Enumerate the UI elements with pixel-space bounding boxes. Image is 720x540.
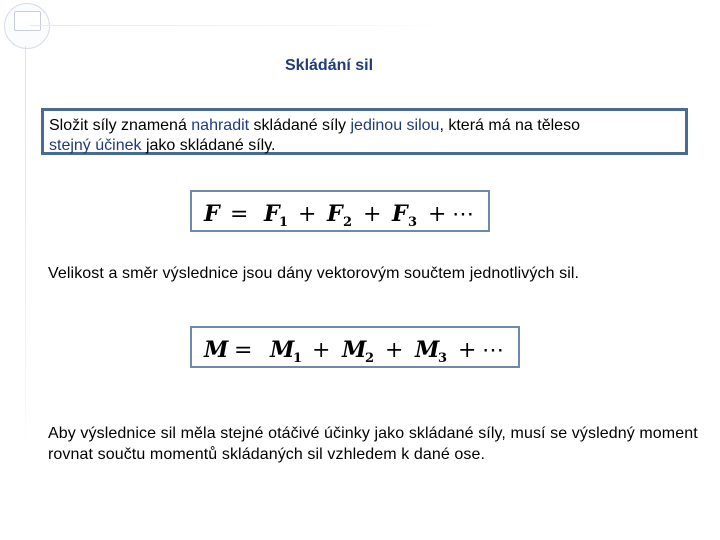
- equation2-ellipsis: ⋯: [482, 338, 504, 363]
- equation1-lhs: F: [204, 201, 220, 227]
- equation2-plus-2: +: [385, 338, 404, 363]
- side-divider: [25, 46, 26, 446]
- equation1-plus-1: +: [298, 202, 317, 227]
- equation1-term-1: F: [264, 201, 280, 227]
- building-icon: [14, 11, 41, 31]
- equation2-plus-3: +: [458, 338, 477, 363]
- equation1-ellipsis: ⋯: [452, 202, 474, 227]
- school-logo: [4, 3, 50, 49]
- resultant-paragraph: Velikost a směr výslednice jsou dány vektorovým součtem jednotlivých sil.: [48, 265, 580, 282]
- definition-highlight-jedinou-silou: jedinou silou: [350, 117, 440, 134]
- slide-title: Skládání sil: [285, 57, 374, 74]
- equation1-term-3: F: [392, 201, 408, 227]
- definition-text-4: jako skládané síly.: [141, 137, 276, 154]
- equation1-term-2: F: [327, 201, 343, 227]
- equation1-sub-1: 1: [279, 215, 289, 230]
- equation2-term-3: M: [415, 337, 440, 363]
- equation2-term-1: M: [270, 337, 295, 363]
- equation2-plus-1: +: [312, 338, 331, 363]
- equation2-lhs: M: [204, 337, 229, 363]
- header-divider: [30, 25, 450, 26]
- definition-highlight-stejny-ucinek: stejný účinek: [49, 137, 142, 154]
- equation1-equals: =: [230, 202, 249, 227]
- equation2-equals: =: [234, 338, 253, 363]
- definition-text-2: skládané síly: [249, 117, 351, 134]
- equation2-sub-2: 2: [365, 351, 375, 366]
- equation1-sub-3: 3: [408, 215, 418, 230]
- equation1-sub-2: 2: [343, 215, 353, 230]
- equation1-plus-3: +: [428, 202, 447, 227]
- definition-text-1: Složit síly znamená: [49, 117, 192, 134]
- force-sum-equation: [190, 190, 490, 232]
- moment-sum-equation: [190, 326, 520, 368]
- definition-box: [41, 108, 688, 155]
- equation2-term-2: M: [342, 337, 367, 363]
- equation2-sub-1: 1: [293, 351, 303, 366]
- moment-paragraph: Aby výslednice sil měla stejné otáčivé účinky jako skládané síly, musí se výsledný moment rovnat součtu momentů skládaných sil vzhledem k dané ose.: [48, 425, 698, 463]
- equation2-sub-3: 3: [438, 351, 448, 366]
- equation1-plus-2: +: [363, 202, 382, 227]
- definition-text-3: , která má na těleso: [439, 117, 580, 134]
- definition-highlight-nahradit: nahradit: [191, 117, 250, 134]
